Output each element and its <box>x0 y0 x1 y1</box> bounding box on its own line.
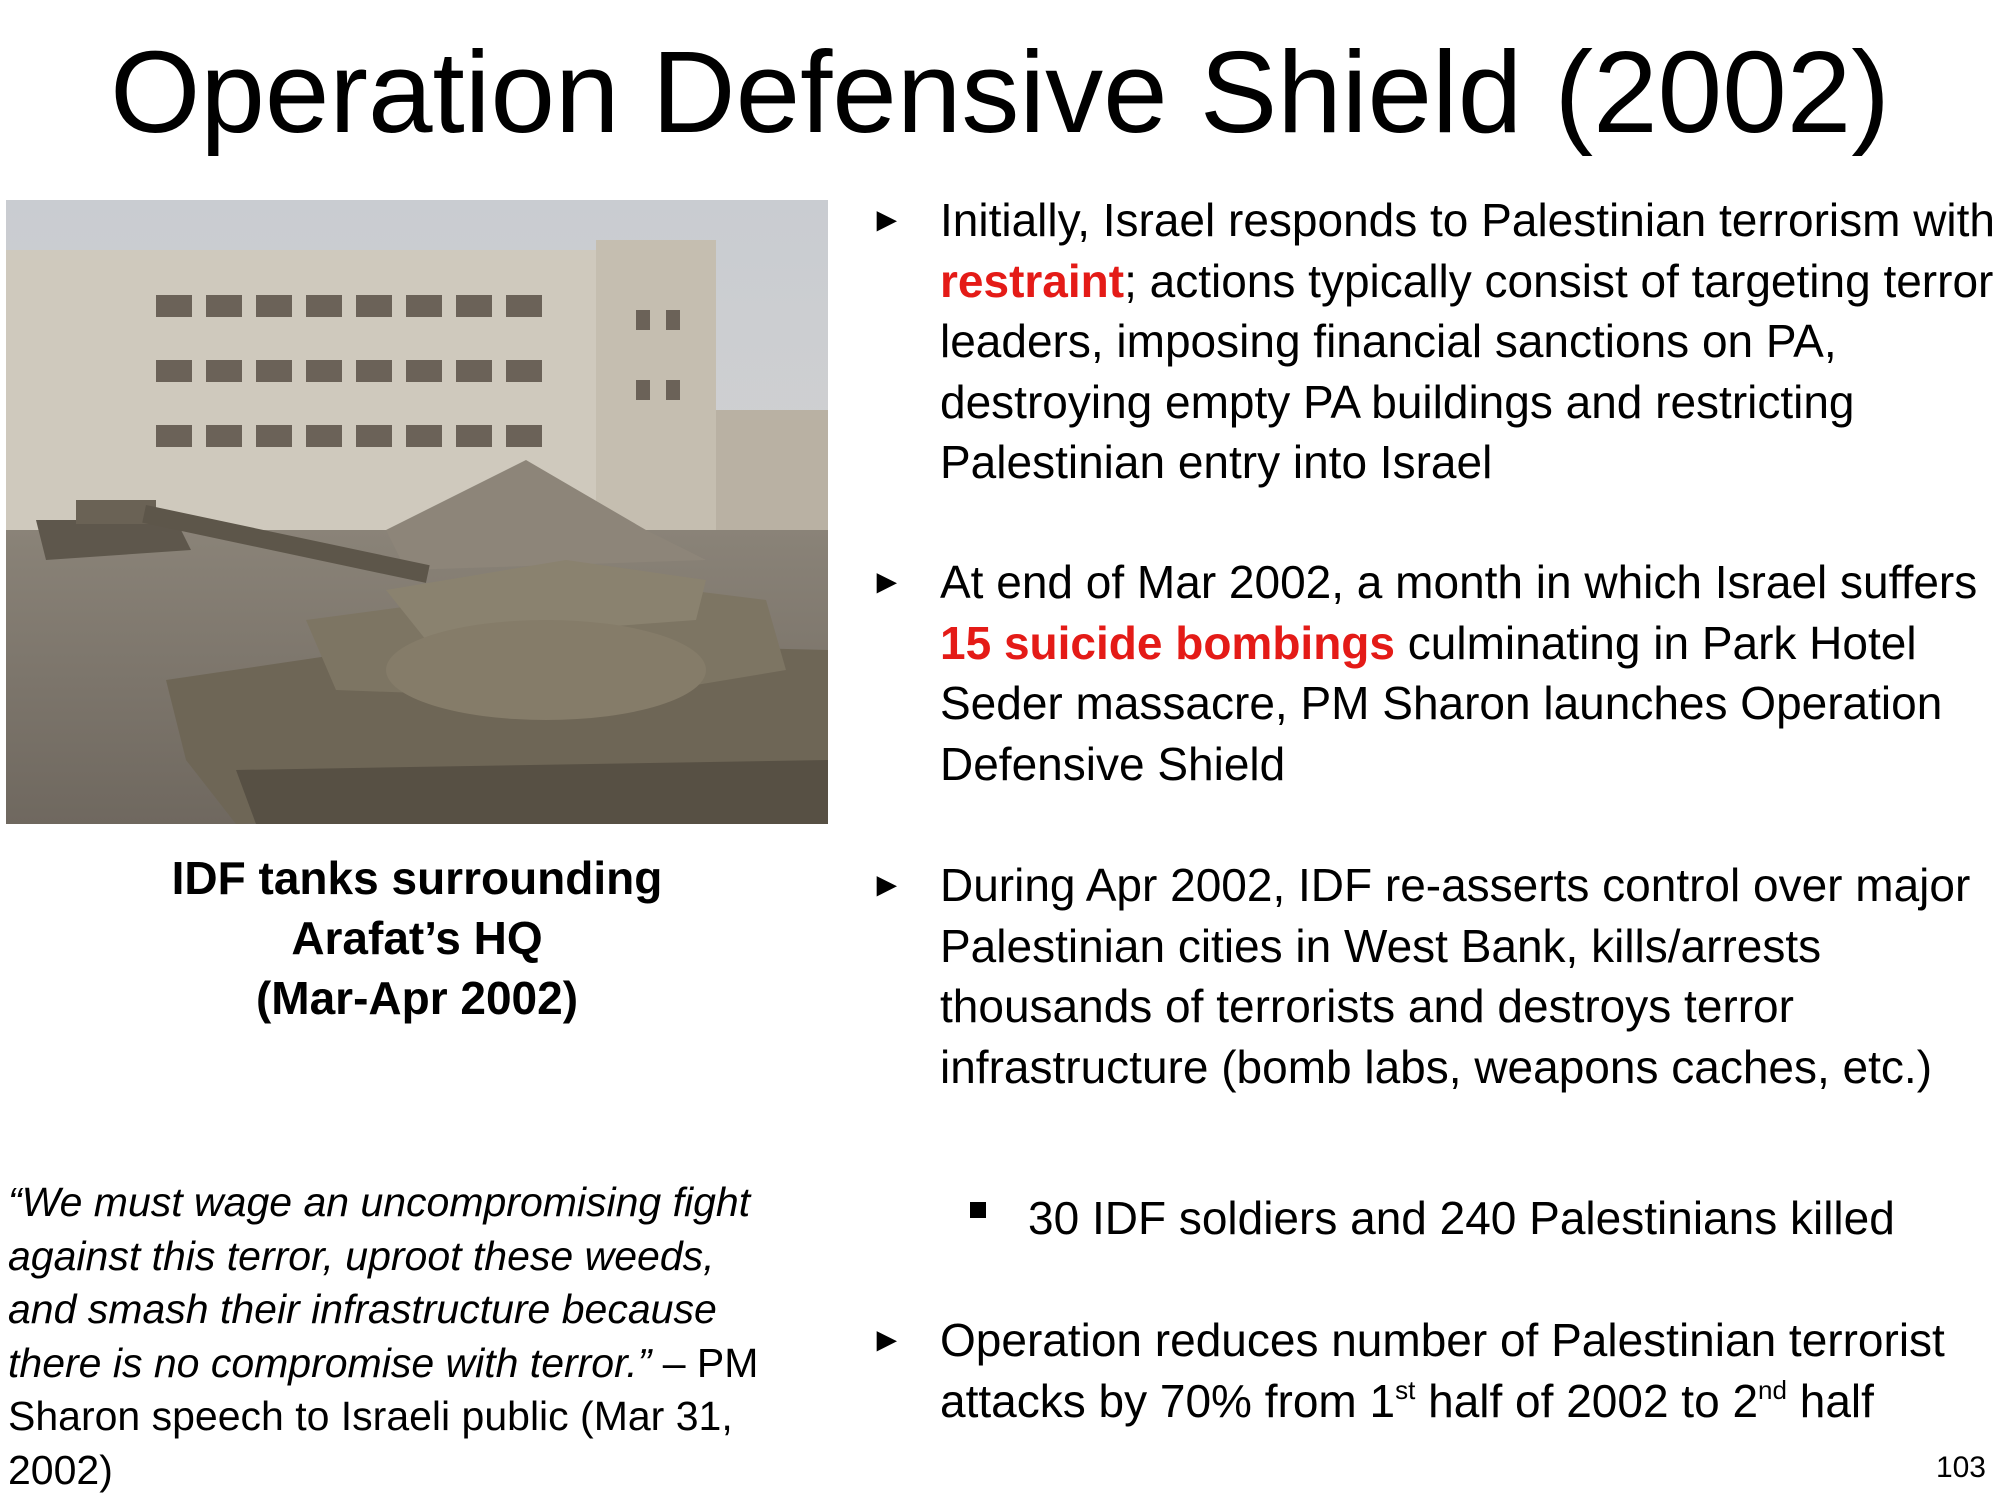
bullet-text-part: culminating in Park Hotel Seder massacre, PM Sharon launches Operation Defensive Shield <box>940 616 1943 790</box>
caption-line: IDF tanks surrounding <box>171 852 663 904</box>
quote-attribution: – PM Sharon speech to Israeli public (Mar 31, 2002) <box>8 1339 759 1493</box>
bullet-arrow-icon: ► <box>870 201 904 239</box>
bullet-text-part: Operation reduces number of Palestinian terrorist attacks by 70% from 1 <box>940 1314 1945 1427</box>
highlight-suicide-bombings: 15 suicide bombings <box>940 616 1395 669</box>
photo-tanks <box>6 200 828 824</box>
quote-text: “We must wage an uncompromising fight against this terror, uproot these weeds, and smash their infrastructure because there is no compromise with terror.” <box>8 1179 751 1386</box>
sharon-quote <box>8 1176 788 1497</box>
bullet-arrow-icon: ► <box>870 1321 904 1359</box>
bullet-text-part: Initially, Israel responds to Palestinian terrorism with <box>940 194 1996 246</box>
slide-title: Operation Defensive Shield (2002) <box>110 27 1890 157</box>
bullet-item <box>870 552 2000 794</box>
superscript: st <box>1395 1374 1416 1405</box>
superscript: nd <box>1758 1374 1787 1405</box>
highlight-restraint: restraint <box>940 254 1125 307</box>
sub-bullet-item <box>970 1188 1990 1249</box>
bullet-text-part: ; actions typically consist of targeting terror leaders, imposing financial sanctions on PA, destroying empty PA buildings and restricting Palestinian entry into Israel <box>940 254 1994 488</box>
bullet-arrow-icon: ► <box>870 563 904 601</box>
bullet-text-part: half <box>1786 1374 1874 1427</box>
bullet-text: During Apr 2002, IDF re-asserts control over major Palestinian cities in West Bank, kills/arrests thousands of terrorists and destroys terror infrastructure (bomb labs, weapons caches, etc.) <box>940 859 1971 1093</box>
bullet-text <box>940 1310 2000 1431</box>
bullet-item <box>870 855 2000 1097</box>
photo-tanks-icon <box>6 200 828 824</box>
bullet-text-part: half of 2002 to 2 <box>1415 1374 1759 1427</box>
page-number: 103 <box>1935 1451 1986 1484</box>
bullet-text <box>940 190 2000 493</box>
sub-bullet-text: 30 IDF soldiers and 240 Palestinians killed <box>1028 1192 1895 1244</box>
caption-line: Arafat’s HQ <box>291 912 543 964</box>
photo-caption <box>6 848 828 1028</box>
caption-line: (Mar-Apr 2002) <box>255 972 579 1024</box>
bullet-item <box>870 1310 2000 1431</box>
bullet-item <box>870 190 2000 493</box>
square-bullet-icon <box>970 1202 986 1218</box>
bullet-arrow-icon: ► <box>870 866 904 904</box>
bullet-text-part: At end of Mar 2002, a month in which Israel suffers <box>940 556 1978 608</box>
bullet-text <box>940 552 2000 794</box>
